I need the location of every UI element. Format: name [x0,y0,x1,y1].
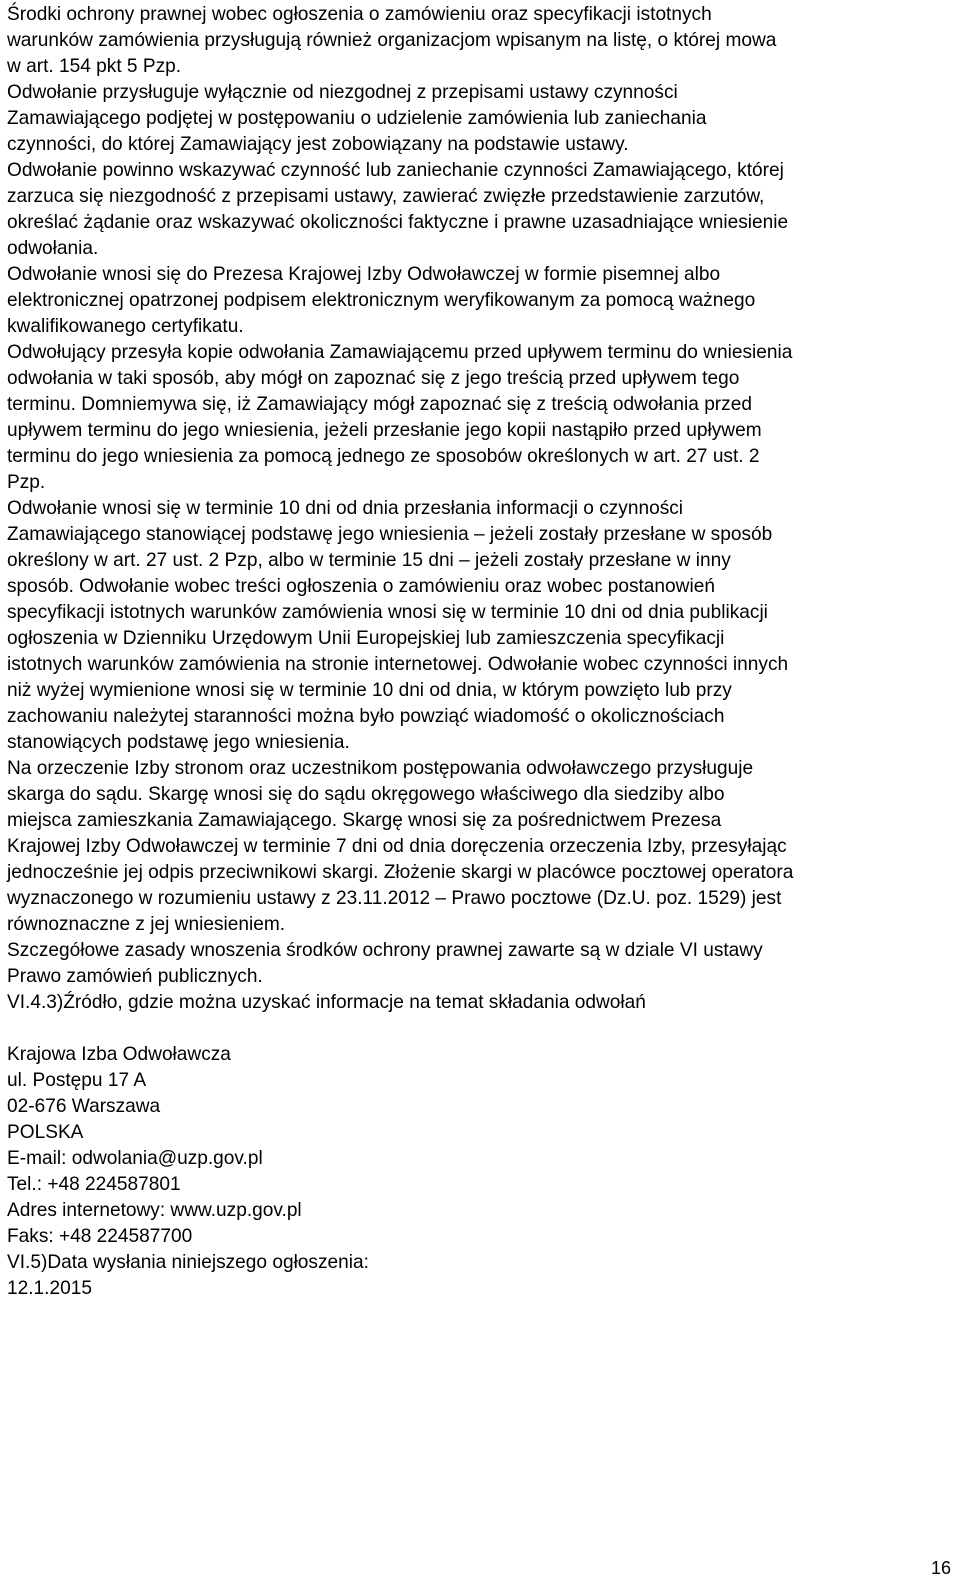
paragraph [7,938,952,990]
text-line: określony w art. 27 ust. 2 Pzp, albo w terminie 15 dni – jeżeli zostały przesłane w inny [7,550,731,571]
text-line: Pzp. [7,472,46,493]
text-line: warunków zamówienia przysługują również organizacjom wpisanym na listę, o której mowa [7,30,777,51]
blank-line [7,1016,952,1042]
address-email: E-mail: odwolania@uzp.gov.pl [7,1148,263,1169]
text-line: kwalifikowanego certyfikatu. [7,316,244,337]
text-line: odwołania w taki sposób, aby mógł on zapoznać się z jego treścią przed upływem tego [7,368,740,389]
text-line: stanowiących podstawę jego wniesienia. [7,732,350,753]
text-line: sposób. Odwołanie wobec treści ogłoszenia o zamówieniu oraz wobec postanowień [7,576,715,597]
text-line: Zamawiającego stanowiącej podstawę jego wniesienia – jeżeli zostały przesłane w sposób [7,524,773,545]
send-date: 12.1.2015 [7,1278,92,1299]
address-website: Adres internetowy: www.uzp.gov.pl [7,1200,302,1221]
text-line: Odwołanie wnosi się w terminie 10 dni od dnia przesłania informacji o czynności [7,498,684,519]
text-line: w art. 154 pkt 5 Pzp. [7,56,182,77]
text-line: terminu do jego wniesienia za pomocą jednego ze sposobów określonych w art. 27 ust. 2 [7,446,760,467]
text-line: istotnych warunków zamówienia na stronie internetowej. Odwołanie wobec czynności innych [7,654,789,675]
text-line: Szczegółowe zasady wnoszenia środków ochrony prawnej zawarte są w dziale VI ustawy [7,940,763,961]
address-city: 02-676 Warszawa [7,1096,161,1117]
text-line: ogłoszenia w Dzienniku Urzędowym Unii Europejskiej lub zamieszczenia specyfikacji [7,628,725,649]
address-name: Krajowa Izba Odwoławcza [7,1044,231,1065]
text-line: Prawo zamówień publicznych. [7,966,263,987]
section-6-5-heading: VI.5)Data wysłania niniejszego ogłoszenia: [7,1252,369,1273]
text-line: jednocześnie jej odpis przeciwnikowi skargi. Złożenie skargi w placówce pocztowej operatora [7,862,794,883]
paragraph [7,80,952,158]
text-line: skarga do sądu. Skargę wnosi się do sądu okręgowego właściwego dla siedziby albo [7,784,725,805]
text-line: miejsca zamieszkania Zamawiającego. Skargę wnosi się za pośrednictwem Prezesa [7,810,722,831]
text-line: czynności, do której Zamawiający jest zobowiązany na podstawie ustawy. [7,134,629,155]
paragraph [7,158,952,262]
address-street: ul. Postępu 17 A [7,1070,147,1091]
paragraph [7,756,952,938]
text-line: określać żądanie oraz wskazywać okoliczności faktyczne i prawne uzasadniające wniesienie [7,212,789,233]
review-body-address [7,1042,952,1250]
section-6-4-3-heading: VI.4.3)Źródło, gdzie można uzyskać informacje na temat składania odwołań [7,992,646,1013]
text-line: upływem terminu do jego wniesienia, jeżeli przesłanie jego kopii nastąpiło przed upływem [7,420,762,441]
text-line: Środki ochrony prawnej wobec ogłoszenia o zamówieniu oraz specyfikacji istotnych [7,4,712,25]
address-fax: Faks: +48 224587700 [7,1226,193,1247]
page-number: 16 [930,1558,951,1578]
text-line: niż wyżej wymienione wnosi się w terminie 10 dni od dnia, w którym powzięto lub przy [7,680,732,701]
text-line: specyfikacji istotnych warunków zamówienia wnosi się w terminie 10 dni od dnia publikacji [7,602,768,623]
text-line: Krajowej Izby Odwoławczej w terminie 7 dni od dnia doręczenia orzeczenia Izby, przesyłając [7,836,787,857]
text-line: Odwołujący przesyła kopie odwołania Zamawiającemu przed upływem terminu do wniesienia [7,342,793,363]
paragraph [7,2,952,80]
address-phone: Tel.: +48 224587801 [7,1174,181,1195]
paragraph [7,340,952,496]
text-line: Odwołanie wnosi się do Prezesa Krajowej Izby Odwoławczej w formie pisemnej albo [7,264,721,285]
text-line: wyznaczonego w rozumieniu ustawy z 23.11.2012 – Prawo pocztowe (Dz.U. poz. 1529) jest [7,888,782,909]
text-line: Odwołanie przysługuje wyłącznie od niezgodnej z przepisami ustawy czynności [7,82,678,103]
document-body [7,2,952,1302]
text-line: terminu. Domniemywa się, iż Zamawiający mógł zapoznać się z treścią odwołania przed [7,394,752,415]
text-line: odwołania. [7,238,99,259]
legal-remedies-text [7,2,952,990]
text-line: elektronicznej opatrzonej podpisem elektronicznym weryfikowanym za pomocą ważnego [7,290,756,311]
text-line: równoznaczne z jej wniesieniem. [7,914,286,935]
text-line: Zamawiającego podjętej w postępowaniu o udzielenie zamówienia lub zaniechania [7,108,707,129]
paragraph [7,262,952,340]
text-line: zarzuca się niezgodność z przepisami ustawy, zawierać zwięzłe przedstawienie zarzutów, [7,186,765,207]
address-country: POLSKA [7,1122,84,1143]
text-line: Na orzeczenie Izby stronom oraz uczestnikom postępowania odwoławczego przysługuje [7,758,754,779]
text-line: Odwołanie powinno wskazywać czynność lub zaniechanie czynności Zamawiającego, której [7,160,784,181]
paragraph [7,496,952,756]
text-line: zachowaniu należytej staranności można było powziąć wiadomość o okolicznościach [7,706,725,727]
